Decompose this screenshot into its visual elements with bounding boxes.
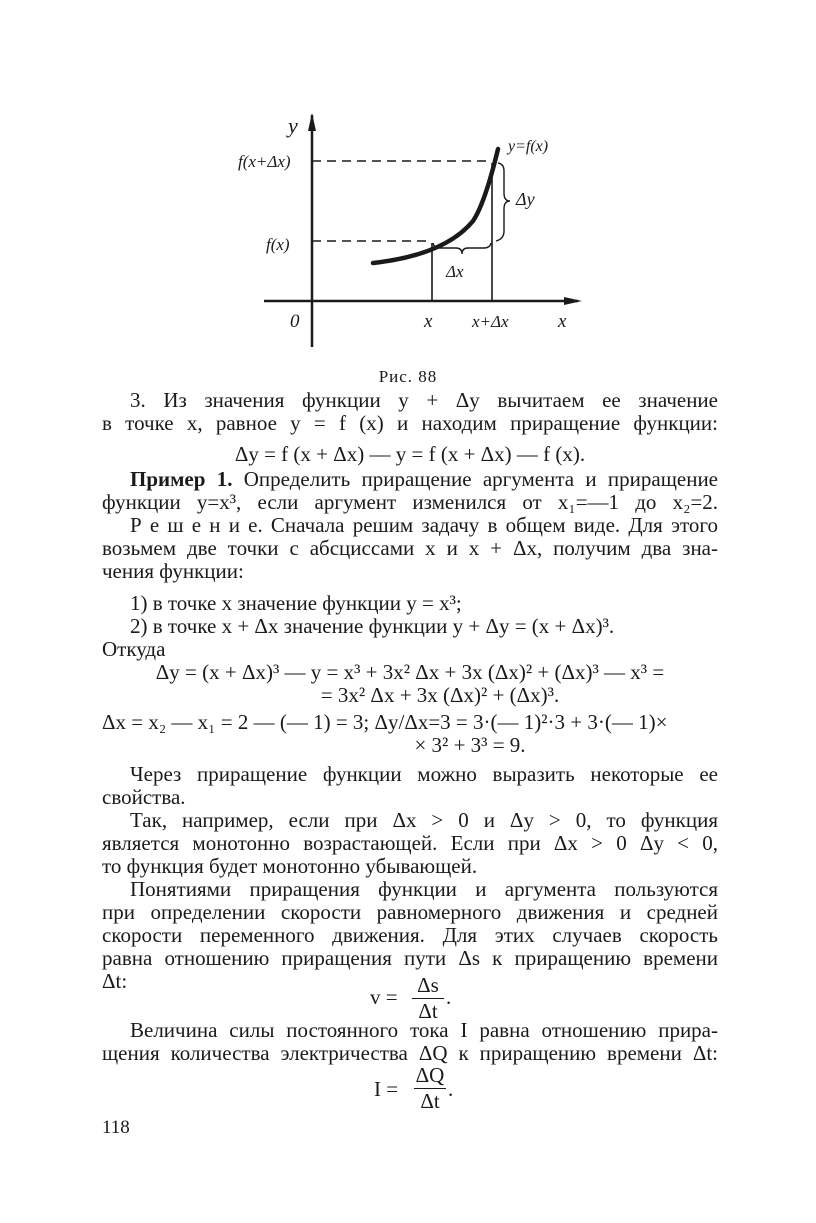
function-increment-graph [230,105,590,355]
y-axis-arrow [308,113,316,131]
formula-velocity-end: . [446,985,452,1009]
text-line: 3. Из значения функции y + Δy вычитаем ее значение [130,388,718,412]
tick-x-dx-label: x+Δx [472,312,509,331]
delta-y-brace [496,163,510,241]
formula-line: = 3x² Δx + 3x (Δx)² + (Δx)³. [320,683,560,707]
text-line: 1) в точке x значение функции y = x³; [130,591,462,615]
y-axis-label: y [288,113,298,138]
text-line: Р е ш е н и е. Сначала решим задачу в общем виде. Для этого [130,513,718,537]
curve-label: y=f(x) [508,138,549,155]
text-line: Величина силы постоянного тока I равна отношению прира- [130,1018,718,1042]
text-line: при определении скорости равномерного движения и средней [102,900,718,924]
x-axis-label: x [558,311,567,332]
page-number: 118 [102,1117,130,1138]
example-label: Пример 1. [130,467,233,491]
formula-current-denominator: Δt [420,1089,440,1113]
text-line: Через приращение функции можно выразить некоторые ее [130,762,718,786]
text-line: скорости переменного движения. Для этих случаев скорость [102,923,718,947]
formula-velocity-denominator: Δt [418,999,438,1023]
x-axis-arrow [564,297,582,305]
text-line: 2) в точке x + Δx значение функции y + Δy = (x + Δx)³. [130,614,615,638]
text-line: Понятиями приращения функции и аргумента пользуются [130,877,718,901]
delta-x-label: Δx [446,262,464,281]
text-line: Так, например, если при Δx > 0 и Δy > 0, то функция [130,808,718,832]
origin-label: 0 [290,311,300,332]
delta-y-label: Δy [516,189,535,209]
figure-88 [230,105,590,355]
f-x-dx-label: f(x+Δx) [238,152,291,171]
text-line: функции y=x³, если аргумент изменился от x₁=—1 до x₂=2. [102,490,718,514]
text-line: равна отношению приращения пути Δs к приращению времени [102,946,718,970]
text-line: Откуда [102,637,166,661]
example-text: Определить приращение аргумента и приращение [243,467,719,491]
text-line: щения количества электричества ΔQ к приращению времени Δt: [102,1041,718,1065]
formula-current-lhs: I = [374,1077,399,1101]
formula-velocity-lhs: v = [370,985,398,1009]
example-line [102,467,718,491]
formula-velocity-numerator: Δs [417,973,439,997]
text-line: является монотонно возрастающей. Если при Δx > 0 Δy < 0, [102,831,718,855]
text-line: свойства. [102,785,186,809]
formula-line: × 3² + 3³ = 9. [414,733,526,757]
text-line: в точке x, равное y = f (x) и находим приращение функции: [102,411,718,435]
formula-current-numerator: ΔQ [415,1063,445,1087]
text-line: возьмем две точки с абсциссами x и x + Δx, получим два зна- [102,536,718,560]
formula-line: Δx = x₂ — x₁ = 2 — (— 1) = 3; Δy/Δx=3 = 3·(— 1)²·3 + 3·(— 1)× [102,710,668,734]
figure-caption: Рис. 88 [378,367,438,386]
formula-current-end: . [448,1077,454,1101]
formula-line: Δy = (x + Δx)³ — y = x³ + 3x² Δx + 3x (Δx)² + (Δx)³ — x³ = [155,660,665,684]
formula-delta-y: Δy = f (x + Δx) — y = f (x + Δx) — f (x). [234,442,586,466]
f-x-label: f(x) [266,235,290,254]
text-line: чения функции: [102,559,244,583]
tick-x-label: x [424,311,433,332]
text-line: Δt: [102,969,128,993]
text-line: то функция будет монотонно убывающей. [102,854,478,878]
function-curve [373,149,498,263]
